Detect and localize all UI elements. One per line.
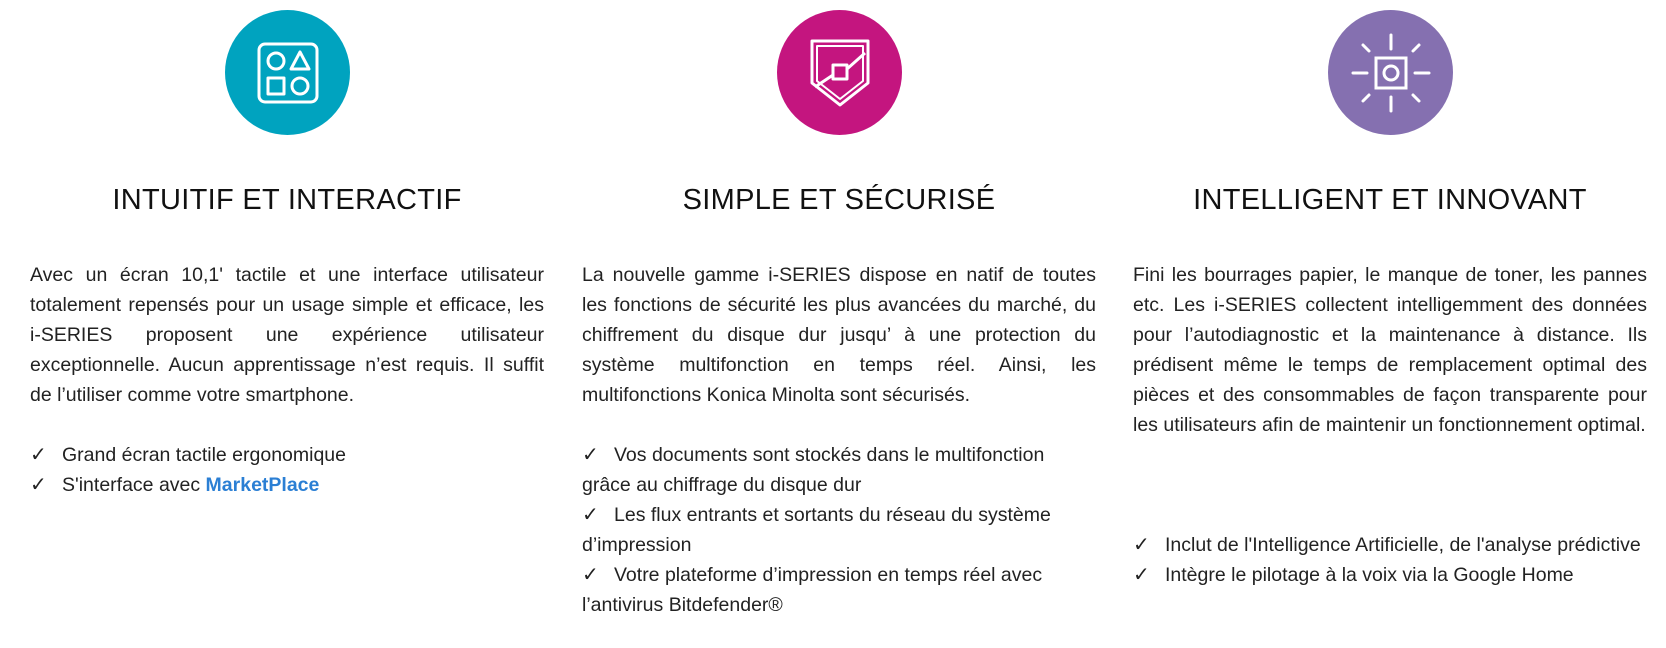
check-icon: ✓ (582, 504, 599, 526)
feature-text: Inclut de l'Intelligence Artificielle, de l'analyse prédictive (1165, 534, 1641, 556)
shapes-grid-icon (225, 10, 350, 135)
feature-text: S'interface avec (62, 474, 206, 496)
list-item (1133, 530, 1647, 560)
list-item (582, 440, 1096, 500)
check-icon: ✓ (1133, 564, 1150, 586)
list-item (582, 500, 1096, 560)
column-description: La nouvelle gamme i-SERIES dispose en natif de toutes les fonctions de sécurité les plus avancées du marché, du chiffrement du disque dur jusqu’ à une protection du système multifonction en temps réel. Ainsi, les multifonctions Konica Minolta sont sécurisés. (582, 264, 1096, 406)
column-description: Avec un écran 10,1' tactile et une interface utilisateur totalement repensés pour un usage simple et efficace, les i-SERIES proposent une expérience utilisateur exceptionnelle. Aucun apprentissage n’est requis. Il suffit de l’utiliser comme votre smartphone. (30, 264, 544, 406)
smart-chip-icon (1328, 10, 1453, 135)
list-item (582, 560, 1096, 620)
check-icon: ✓ (1133, 534, 1150, 556)
check-icon: ✓ (582, 564, 599, 586)
feature-text: Intègre le pilotage à la voix via la Google Home (1165, 564, 1574, 586)
feature-text: Vos documents sont stockés dans le multifonction grâce au chiffrage du disque dur (582, 444, 1045, 496)
list-item (30, 440, 544, 470)
check-icon: ✓ (30, 444, 47, 466)
feature-text: Les flux entrants et sortants du réseau du système d’impression (582, 504, 1051, 556)
feature-text: Votre plateforme d’impression en temps réel avec l’antivirus Bitdefender® (582, 564, 1043, 616)
feature-list (582, 440, 1096, 620)
feature-text: Grand écran tactile ergonomique (62, 444, 346, 466)
feature-list (1133, 530, 1647, 590)
list-item (30, 470, 544, 500)
column-title: INTUITIF ET INTERACTIF (112, 184, 462, 216)
column-description: Fini les bourrages papier, le manque de toner, les pannes etc. Les i-SERIES collectent intelligemment des données pour l’autodiagnostic et la maintenance à distance. Ils prédisent même le temps de remplacement optimal des pièces et des consommables de façon transparente pour les utilisateurs afin de maintenir un fonctionnement optimal. (1133, 264, 1647, 436)
check-icon: ✓ (582, 444, 599, 466)
feature-list (30, 440, 544, 500)
column-title: SIMPLE ET SÉCURISÉ (682, 184, 996, 216)
marketplace-link[interactable]: MarketPlace (205, 474, 320, 496)
shield-lock-icon (777, 10, 902, 135)
column-title: INTELLIGENT ET INNOVANT (1193, 184, 1587, 216)
list-item (1133, 560, 1647, 590)
check-icon: ✓ (30, 474, 47, 496)
